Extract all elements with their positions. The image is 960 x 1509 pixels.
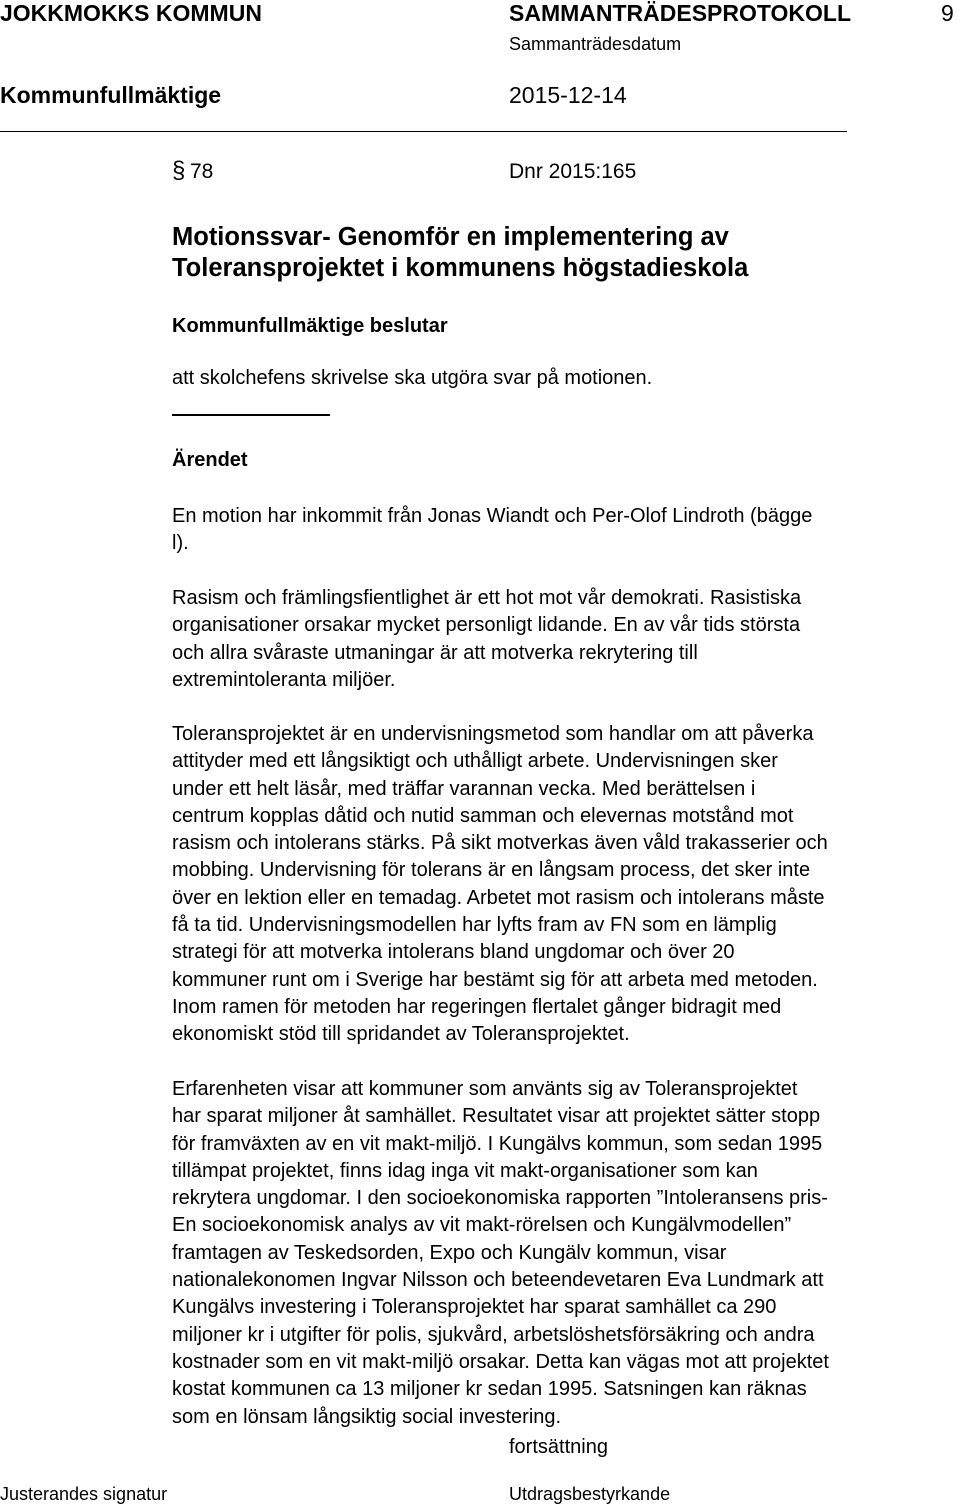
- decision-heading: Kommunfullmäktige beslutar: [172, 315, 448, 337]
- matter-paragraph-2: Rasism och främlingsfientlighet är ett hot mot vår demokrati. Rasistiska organisationer orsakar mycket personligt lidande. En av vår tids största och allra svåraste utmaningar är att motverka rekrytering till extremintoleranta miljöer.: [172, 587, 802, 691]
- header-divider: [0, 131, 847, 132]
- continued-note: fortsättning: [509, 1436, 608, 1458]
- organization-name: JOKKMOKKS KOMMUN: [0, 0, 262, 26]
- decision-text: att skolchefens skrivelse ska utgöra svar på motionen.: [172, 367, 653, 389]
- item-title: Motionssvar- Genomför en implementering av Toleransprojektet i kommunens högstadieskola: [172, 223, 749, 282]
- matter-paragraph-1: En motion har inkommit från Jonas Wiandt och Per-Olof Lindroth (bägge l).: [172, 505, 813, 555]
- paragraph-mark: §: [172, 157, 186, 184]
- document-type: SAMMANTRÄDESPROTOKOLL: [509, 0, 852, 26]
- matter-paragraph-3: Toleransprojektet är en undervisningsmetod som handlar om att påverka attityder med ett långsiktigt och uthålligt arbete. Undervisningen sker under ett helt läsår, med träffar varannan vecka. Med berättelsen i centrum kopplas dåtid och nutid samman och elevernas motstånd mot rasism och intolerans stärks. På sikt motverkas även våld trakasserier och mobbing. Undervisning för tolerans är en långsam process, det sker inte över en lektion eller en temadag. Arbetet mot rasism och intolerans måste få ta tid. Undervisningsmodellen har lyfts fram av FN som en lämplig strategi för att motverka intolerans bland ungdomar och över 20 kommuner runt om i Sverige har bestämt sig för att arbeta med metoden. Inom ramen för metoden har regeringen flertalet gånger bidragit med ekonomiskt stöd till spridandet av Toleransprojektet.: [172, 723, 828, 1046]
- meeting-date: 2015-12-14: [509, 82, 627, 108]
- extract-label: Utdragsbestyrkande: [509, 1484, 671, 1504]
- item-number: 78: [190, 160, 214, 183]
- signature-label: Justerandes signatur: [0, 1484, 168, 1504]
- meeting-date-label: Sammanträdesdatum: [509, 34, 682, 54]
- page-number: 9: [941, 0, 954, 26]
- matter-paragraph-4: Erfarenheten visar att kommuner som använts sig av Toleransprojektet har sparat miljoner åt samhället. Resultatet visar att projektet sätter stopp för framväxten av en vit makt-miljö. I Kungälvs kommun, som sedan 1995 tillämpat projektet, finns idag inga vit makt-organisationer som kan rekrytera ungdomar. I den socioekonomiska rapporten ”Intoleransens pris- En socioekonomisk analys av vit makt-rörelsen och Kungälvmodellen” framtagen av Teskedsorden, Expo och Kungälv kommun, visar nationalekonomen Ingvar Nilsson och beteendevetaren Eva Lundmark att Kungälvs investering i Toleransprojektet har sparat samhället ca 290 miljoner kr i utgifter för polis, sjukvård, arbetslöshetsförsäkring och andra kostnader som en vit makt-miljö orsakar. Detta kan vägas mot att projektet kostat kommunen ca 13 miljoner kr sedan 1995. Satsningen kan räknas som en lönsam långsiktig social investering.: [172, 1078, 829, 1428]
- assembly-name: Kommunfullmäktige: [0, 82, 222, 108]
- matter-heading: Ärendet: [172, 449, 248, 471]
- decision-divider: [172, 414, 330, 416]
- diary-number: Dnr 2015:165: [509, 160, 637, 183]
